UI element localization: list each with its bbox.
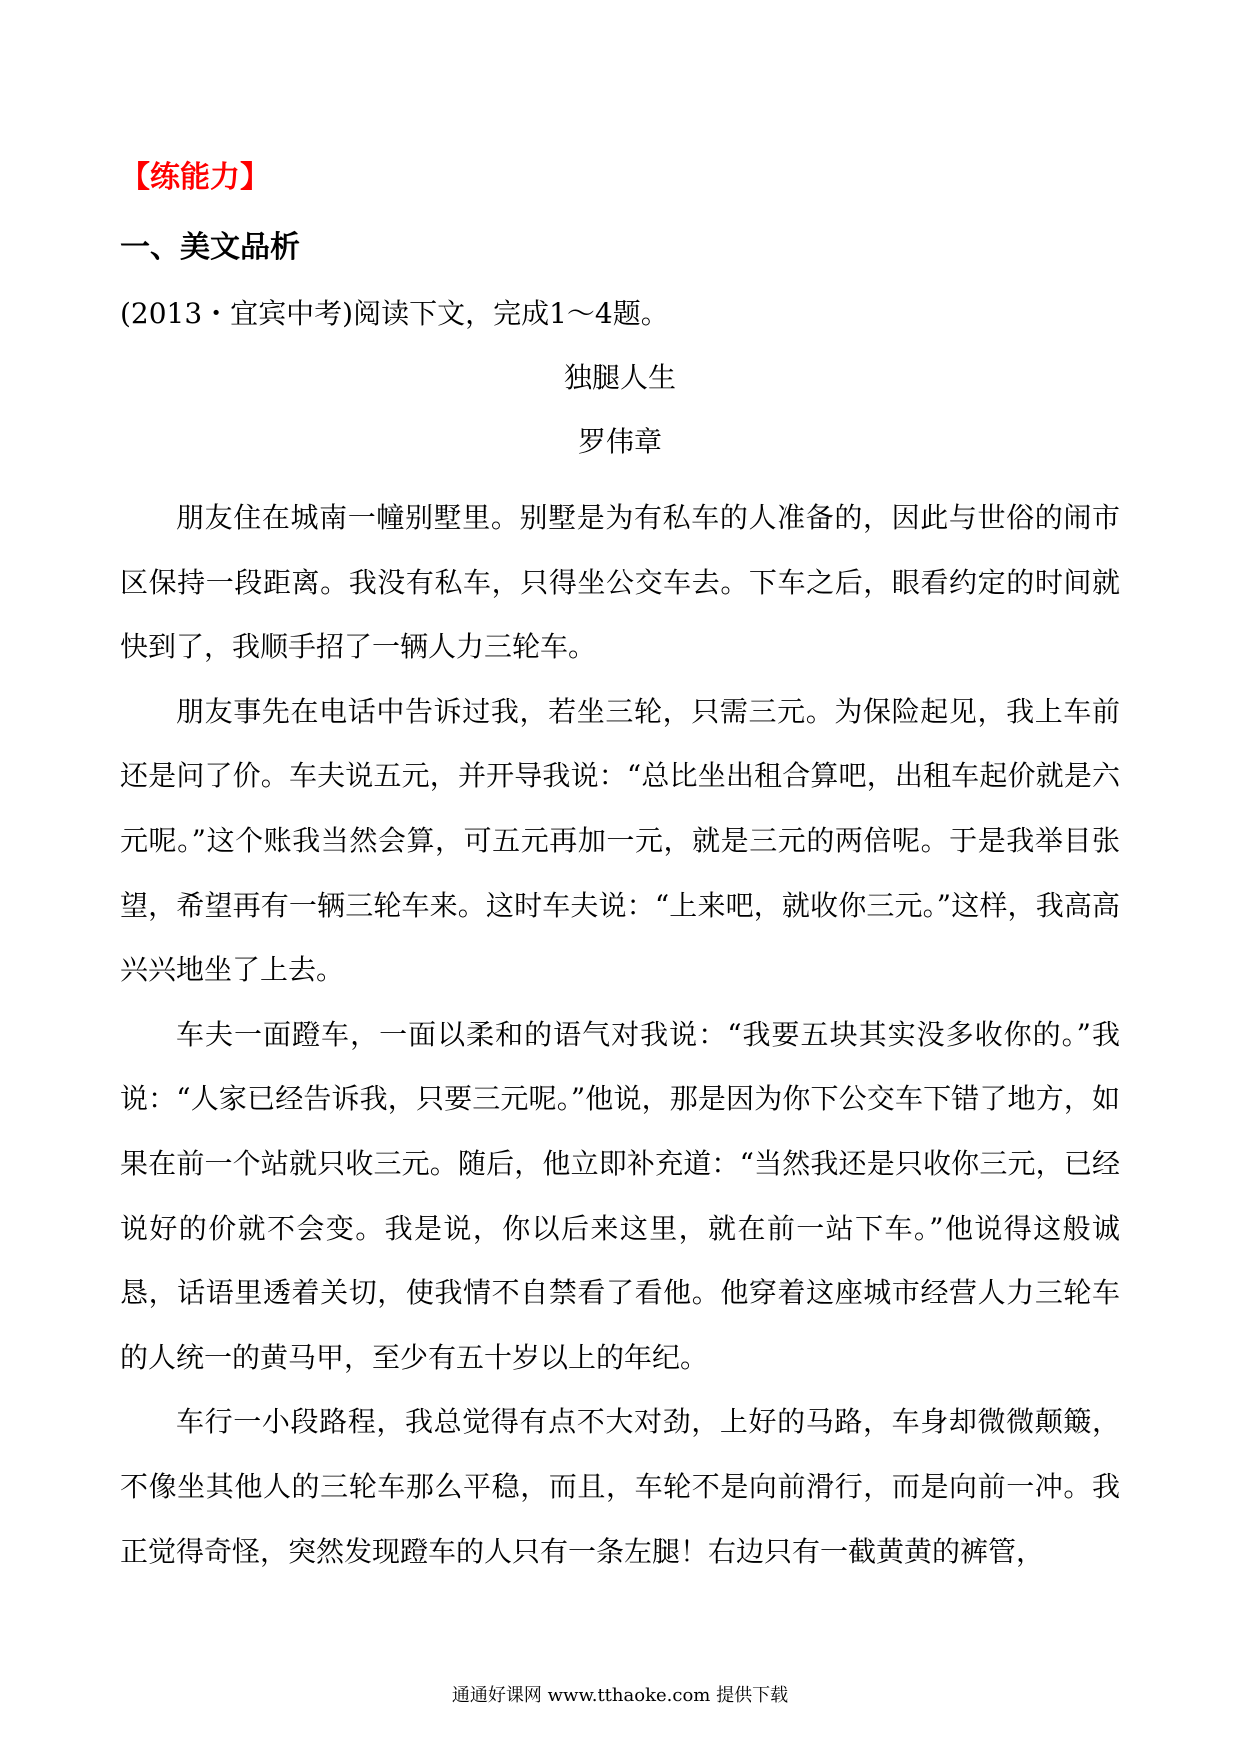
article-author: 罗伟章 [577,425,662,458]
article-body [120,486,1120,1584]
page-footer: 通通好课网 www.tthaoke.com 提供下载 [451,1685,789,1706]
question-source-line: (2013・宜宾中考)阅读下文，完成1～4题。 [120,297,669,330]
article-paragraph: 车夫一面蹬车，一面以柔和的语气对我说：“我要五块其实没多收你的。”我说：“人家已经告诉我，只要三元呢。”他说，那是因为你下公交车下错了地方，如果在前一个站就只收三元。随后，他立即补充道：“当然我还是只收你三元，已经说好的价就不会变。我是说，你以后来这里，就在前一站下车。”他说得这般诚恳，话语里透着关切，使我情不自禁看了看他。他穿着这座城市经营人力三轮车的人统一的黄马甲，至少有五十岁以上的年纪。 [120,1017,1120,1374]
section-tag: 【练能力】 [120,160,270,195]
article-paragraph: 车行一小段路程，我总觉得有点不大对劲，上好的马路，车身却微微颠簸，不像坐其他人的三轮车那么平稳，而且，车轮不是向前滑行，而是向前一冲。我正觉得奇怪，突然发现蹬车的人只有一条左腿！右边只有一截黄黄的裤管， [120,1405,1120,1568]
article-title: 独腿人生 [563,361,676,394]
article-paragraph: 朋友住在城南一幢别墅里。别墅是为有私车的人准备的，因此与世俗的闹市区保持一段距离。我没有私车，只得坐公交车去。下车之后，眼看约定的时间就快到了，我顺手招了一辆人力三轮车。 [120,501,1120,664]
section-heading: 一、美文品析 [120,230,300,265]
article-paragraph: 朋友事先在电话中告诉过我，若坐三轮，只需三元。为保险起见，我上车前还是问了价。车夫说五元，并开导我说：“总比坐出租合算吧，出租车起价就是六元呢。”这个账我当然会算，可五元再加一元，就是三元的两倍呢。于是我举目张望，希望再有一辆三轮车来。这时车夫说：“上来吧，就收你三元。”这样，我高高兴兴地坐了上去。 [120,694,1120,987]
